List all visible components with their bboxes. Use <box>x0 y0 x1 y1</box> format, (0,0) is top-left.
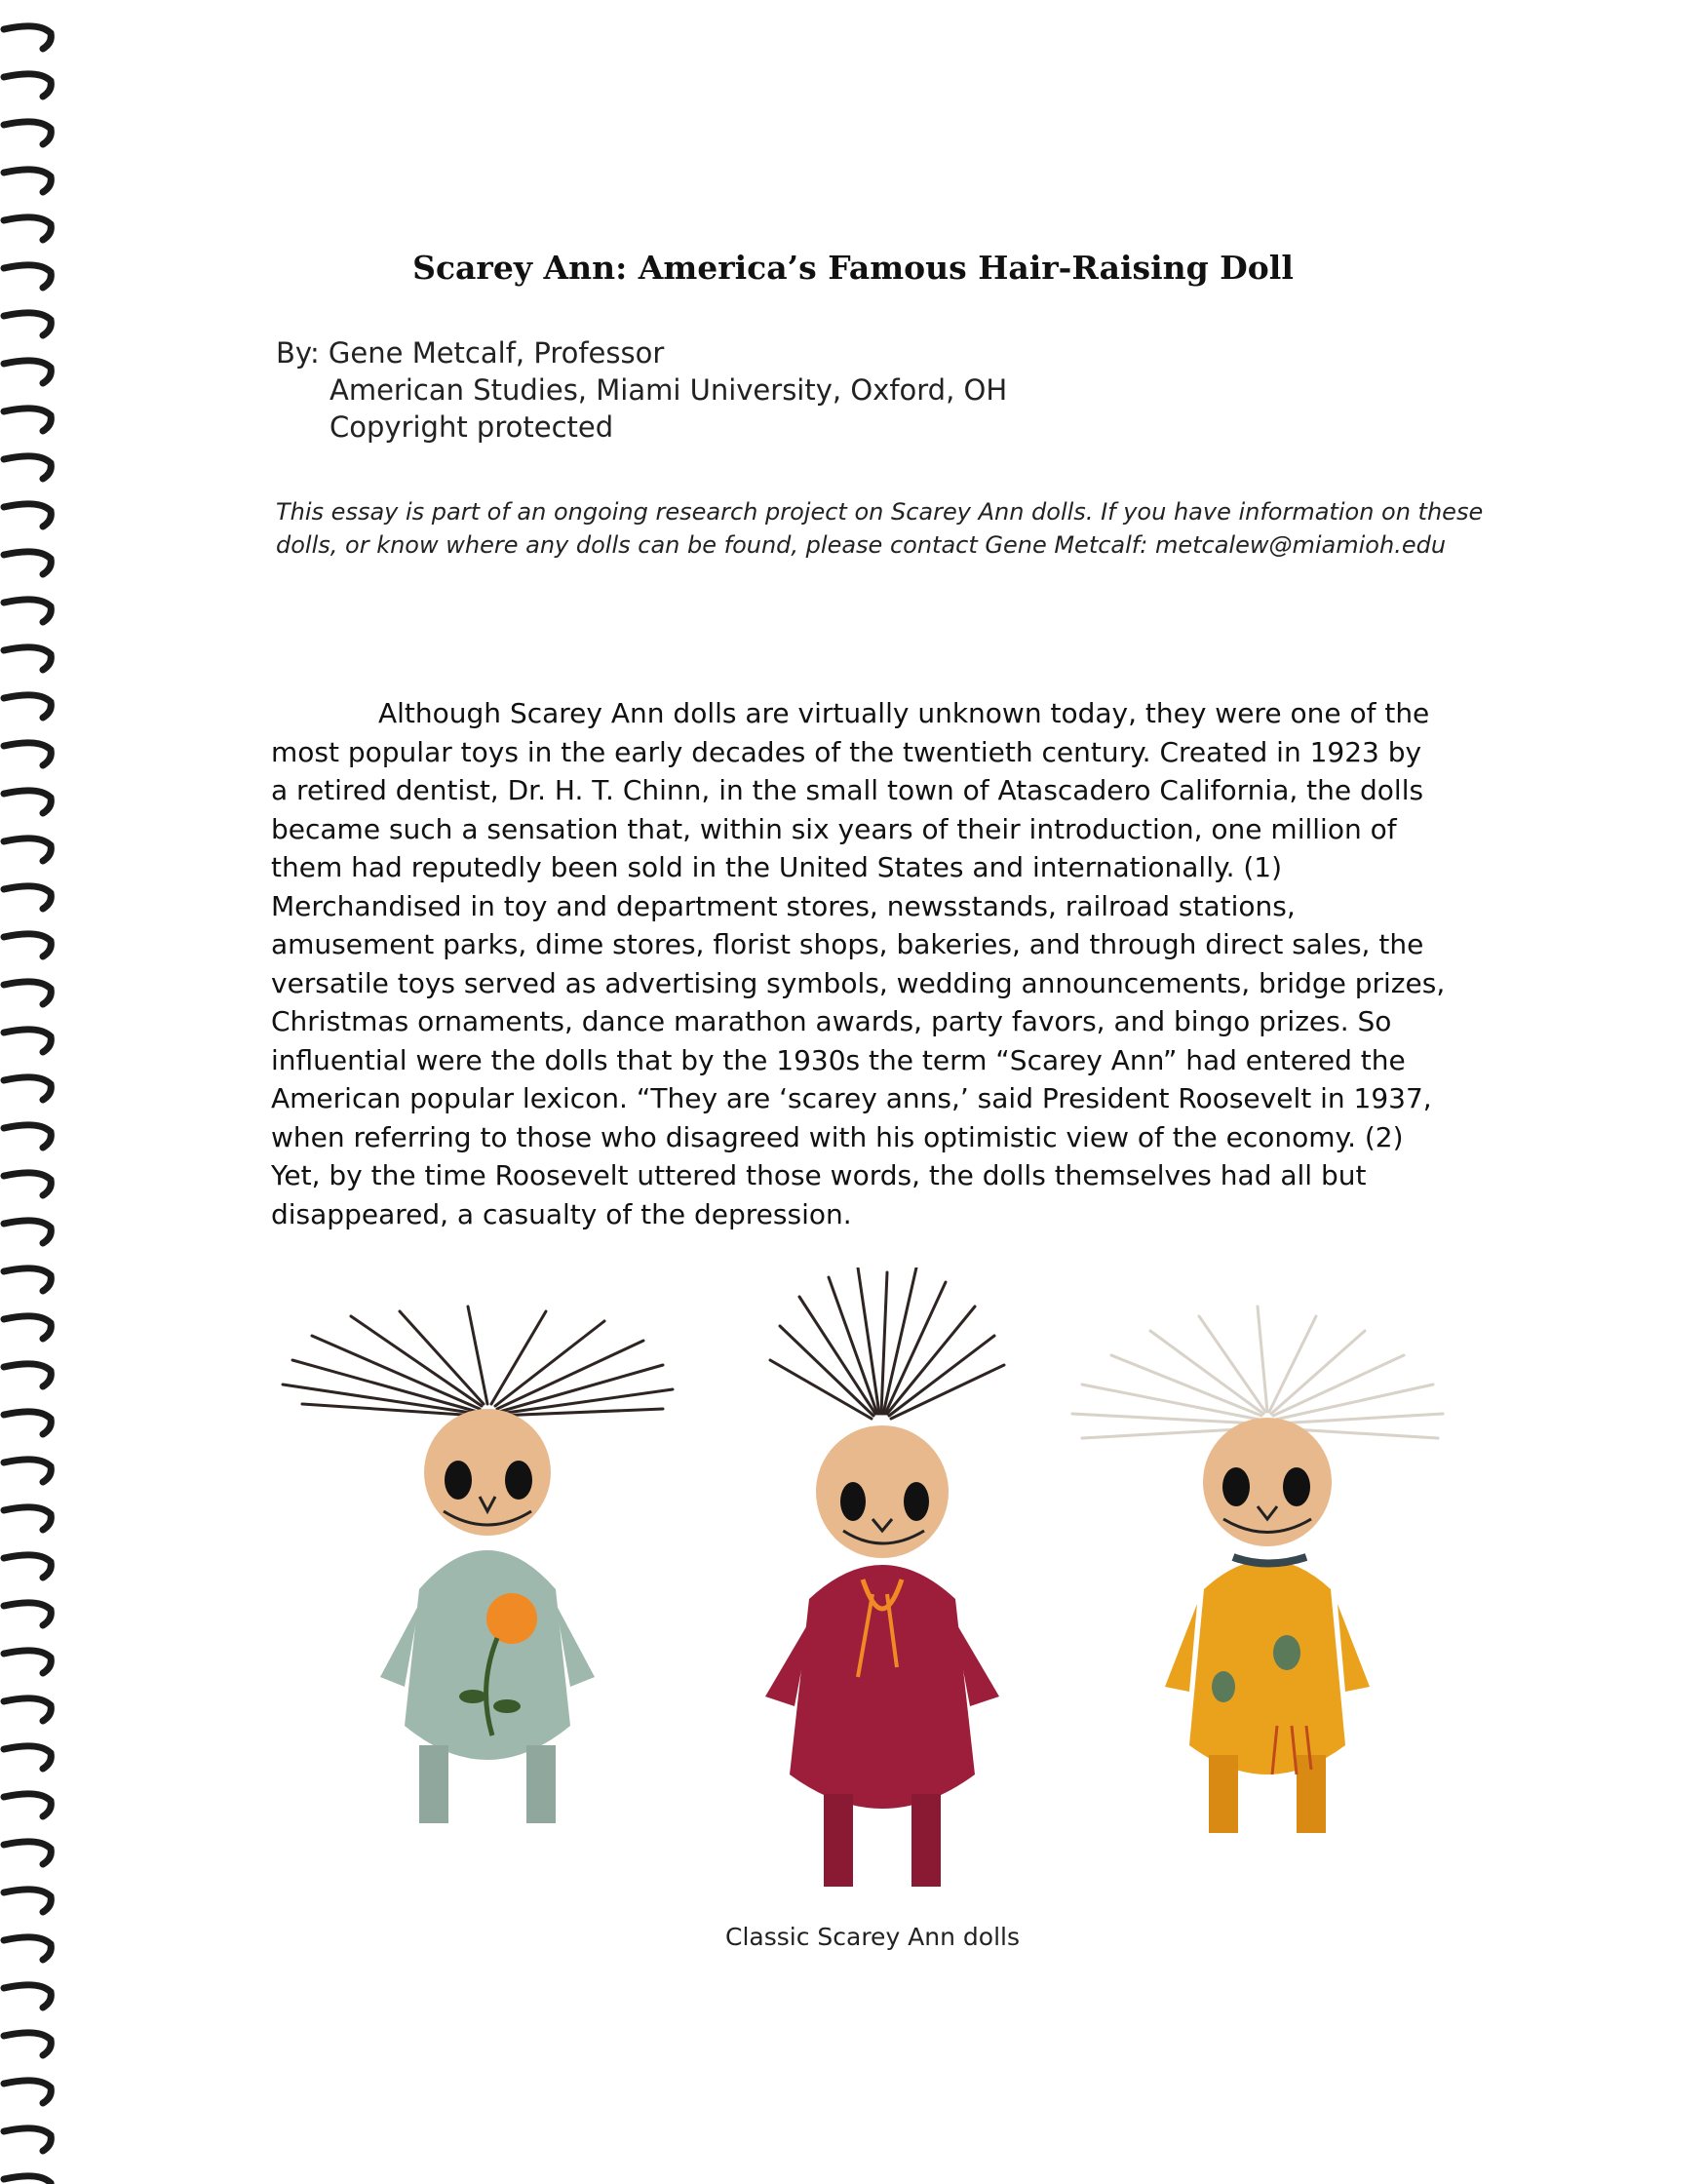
binding-loop <box>4 1316 51 1339</box>
binding-loop <box>4 2176 51 2184</box>
binding-loop <box>4 791 51 813</box>
binding-loop <box>4 1412 51 1434</box>
binding-loop <box>4 1555 51 1578</box>
paragraph-line: Merchandised in toy and department stores, newsstands, railroad stations, <box>271 889 1296 922</box>
binding-loop <box>4 1507 51 1530</box>
paragraph-line: Although Scarey Ann dolls are virtually unknown today, they were one of the <box>378 697 1430 729</box>
binding-loop <box>4 26 51 49</box>
doll-hair <box>770 1268 1004 1419</box>
binding-loop <box>4 1221 51 1243</box>
binding-loop <box>4 1794 51 1816</box>
copyright-line: Copyright protected <box>330 410 614 444</box>
paragraph-line: them had reputedly been sold in the United States and internationally. (1) <box>271 851 1283 883</box>
binding-loop <box>4 1173 51 1195</box>
binding-loop <box>4 1603 51 1625</box>
spiral-binding <box>0 0 78 2184</box>
figure-caption: Classic Scarey Ann dolls <box>724 1923 1020 1951</box>
paragraph-line: Yet, by the time Roosevelt uttered those words, the dolls themselves had all but <box>271 1159 1367 1191</box>
department-line: American Studies, Miami University, Oxford, OH <box>330 373 1008 407</box>
paragraph-line: disappeared, a casualty of the depression. <box>271 1197 852 1230</box>
binding-loop <box>4 1651 51 1673</box>
binding-loop <box>4 122 51 144</box>
binding-loop <box>4 886 51 909</box>
body-paragraph <box>271 694 1480 1233</box>
doll-hair <box>1072 1306 1443 1438</box>
binding-loop <box>4 838 51 861</box>
binding-loop <box>4 1985 51 2008</box>
binding-loop <box>4 552 51 574</box>
binding-loop <box>4 456 51 479</box>
binding-loop <box>4 647 51 670</box>
binding-loop <box>4 982 51 1004</box>
binding-loop <box>4 409 51 431</box>
binding-loop <box>4 743 51 765</box>
binding-loop <box>4 1460 51 1482</box>
dolls-photo <box>273 1268 1472 1911</box>
binding-loop <box>4 170 51 192</box>
binding-loop <box>4 313 51 335</box>
binding-loop <box>4 934 51 956</box>
binding-loop <box>4 600 51 622</box>
binding-loop <box>4 1125 51 1148</box>
doll-blue <box>283 1306 673 1823</box>
byline <box>276 334 1007 446</box>
binding-loop <box>4 2128 51 2151</box>
binding-loop <box>4 695 51 718</box>
binding-loop <box>4 361 51 383</box>
doll-red <box>765 1268 1004 1887</box>
binding-loop <box>4 1030 51 1052</box>
binding-loop <box>4 74 51 97</box>
paragraph-line: Christmas ornaments, dance marathon awards, party favors, and bingo prizes. So <box>271 1005 1392 1037</box>
doll-yellow <box>1072 1306 1443 1833</box>
doll-hair <box>283 1306 673 1416</box>
binding-loop <box>4 2033 51 2055</box>
paragraph-line: most popular toys in the early decades of the twentieth century. Created in 1923 by <box>271 735 1422 768</box>
binding-loop <box>4 504 51 526</box>
paragraph-line: when referring to those who disagreed with his optimistic view of the economy. (2) <box>271 1120 1404 1153</box>
binding-loop <box>4 1842 51 1864</box>
binding-loop <box>4 1077 51 1100</box>
paragraph-line: a retired dentist, Dr. H. T. Chinn, in the small town of Atascadero California, the dolls <box>271 774 1424 806</box>
paragraph-line: amusement parks, dime stores, florist shops, bakeries, and through direct sales, the <box>271 928 1424 960</box>
binding-loop <box>4 1698 51 1721</box>
binding-loop <box>4 1268 51 1291</box>
research-note: This essay is part of an ongoing research project on Scarey Ann dolls. If you have information on these dolls, or know where any dolls can be found, please contact Gene Metcalf: metcalew@miamioh.edu <box>276 498 1484 559</box>
page-title: Scarey Ann: America’s Famous Hair-Raising Doll <box>412 249 1294 287</box>
paragraph-line: became such a sensation that, within six years of their introduction, one million of <box>271 812 1397 845</box>
author-line: By: Gene Metcalf, Professor <box>276 336 665 370</box>
paragraph-line: American popular lexicon. “They are ‘scarey anns,’ said President Roosevelt in 1937, <box>271 1082 1432 1114</box>
paragraph-line: influential were the dolls that by the 1930s the term “Scarey Ann” had entered the <box>271 1043 1406 1076</box>
binding-loop <box>4 1746 51 1769</box>
paragraph-line: versatile toys served as advertising symbols, wedding announcements, bridge prizes, <box>271 966 1446 999</box>
binding-loop <box>4 1890 51 1912</box>
binding-loop <box>4 2081 51 2103</box>
binding-loop <box>4 217 51 240</box>
binding-loop <box>4 1364 51 1386</box>
